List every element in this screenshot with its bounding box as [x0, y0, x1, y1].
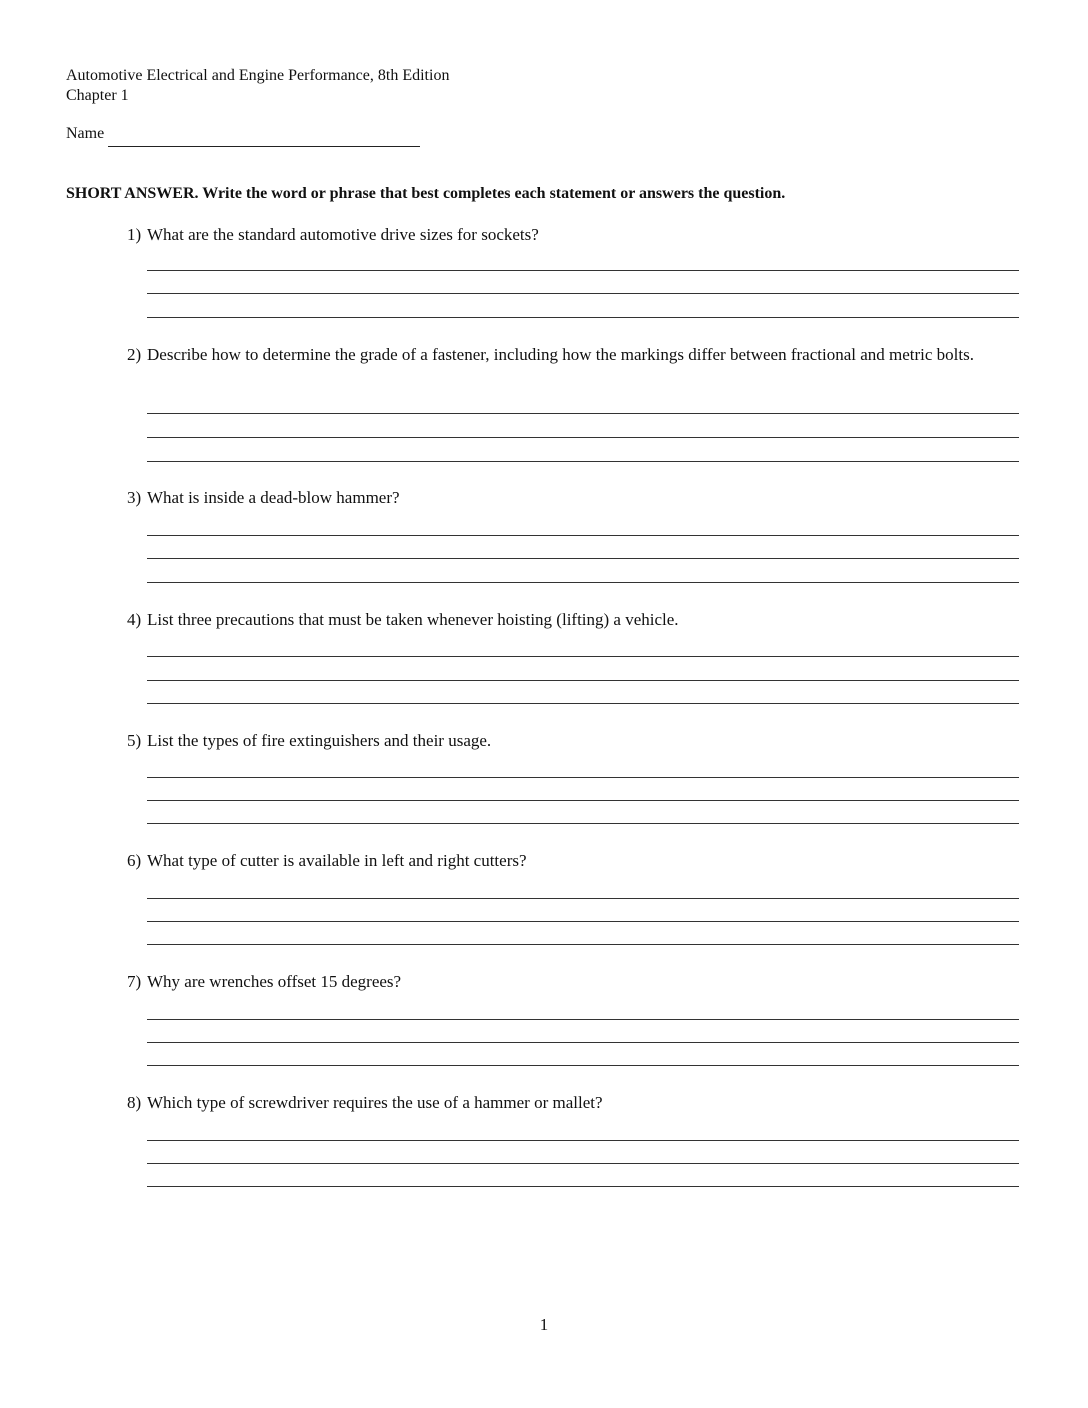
question-number: 7) [127, 972, 142, 991]
question-7 [127, 970, 1017, 994]
question-text: Describe how to determine the grade of a fastener, including how the markings differ between fractional and metric bolts. [147, 345, 974, 364]
answer-line[interactable] [147, 1065, 1019, 1066]
answer-line[interactable] [147, 582, 1019, 583]
answer-line[interactable] [147, 558, 1019, 559]
question-text: What is inside a dead-blow hammer? [147, 488, 400, 507]
question-number: 3) [127, 488, 142, 507]
answer-line[interactable] [147, 777, 1019, 778]
answer-line[interactable] [147, 1042, 1019, 1043]
question-6 [127, 849, 1017, 873]
question-text: What type of cutter is available in left and right cutters? [147, 851, 527, 870]
question-1 [127, 223, 1017, 247]
question-number: 6) [127, 851, 142, 870]
question-number: 8) [127, 1093, 142, 1112]
answer-line[interactable] [147, 270, 1019, 271]
answer-line[interactable] [147, 293, 1019, 294]
question-4 [127, 608, 1017, 632]
chapter-label: Chapter 1 [66, 87, 129, 104]
document-title: Automotive Electrical and Engine Performance, 8th Edition [66, 67, 450, 84]
answer-line[interactable] [147, 823, 1019, 824]
answer-line[interactable] [147, 944, 1019, 945]
answer-line[interactable] [147, 1163, 1019, 1164]
question-number: 5) [127, 731, 142, 750]
answer-line[interactable] [147, 413, 1019, 414]
answer-line[interactable] [147, 1140, 1019, 1141]
answer-line[interactable] [147, 461, 1019, 462]
question-text: List the types of fire extinguishers and their usage. [147, 731, 492, 750]
name-field[interactable] [108, 146, 420, 147]
answer-line[interactable] [147, 437, 1019, 438]
question-number: 1) [127, 225, 142, 244]
answer-line[interactable] [147, 535, 1019, 536]
question-number: 4) [127, 610, 142, 629]
answer-line[interactable] [147, 656, 1019, 657]
instructions: SHORT ANSWER. Write the word or phrase that best completes each statement or answers the question. [66, 185, 786, 202]
question-text: List three precautions that must be taken whenever hoisting (lifting) a vehicle. [147, 610, 679, 629]
answer-line[interactable] [147, 680, 1019, 681]
question-number: 2) [127, 345, 142, 364]
question-text: Which type of screwdriver requires the use of a hammer or mallet? [147, 1093, 603, 1112]
name-label: Name [66, 125, 105, 142]
question-3 [127, 486, 1017, 510]
answer-line[interactable] [147, 898, 1019, 899]
answer-line[interactable] [147, 1186, 1019, 1187]
answer-line[interactable] [147, 1019, 1019, 1020]
question-2 [127, 343, 1017, 367]
question-5 [127, 729, 1017, 753]
answer-line[interactable] [147, 800, 1019, 801]
question-8 [127, 1091, 1017, 1115]
question-text: What are the standard automotive drive sizes for sockets? [147, 225, 539, 244]
answer-line[interactable] [147, 703, 1019, 704]
page-number: 1 [539, 1315, 549, 1334]
answer-line[interactable] [147, 317, 1019, 318]
question-text: Why are wrenches offset 15 degrees? [147, 972, 402, 991]
answer-line[interactable] [147, 921, 1019, 922]
